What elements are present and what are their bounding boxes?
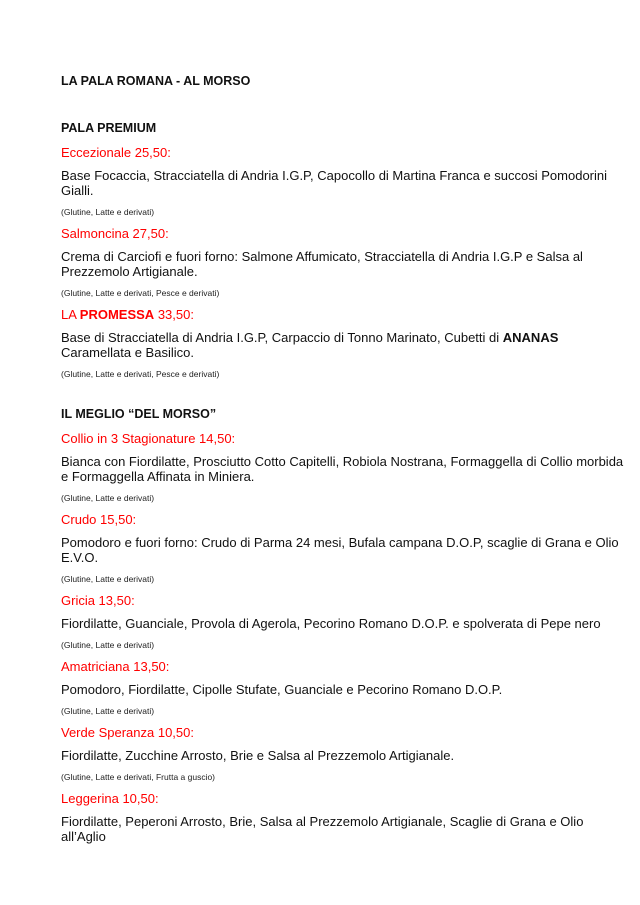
menu-item-name xyxy=(61,431,581,446)
text-span: Verde Speranza 10,50: xyxy=(61,725,194,740)
text-span: Base di Stracciatella di Andria I.G.P, Carpaccio di Tonno Marinato, Cubetti di xyxy=(61,330,503,345)
description-line xyxy=(61,748,581,763)
description-line xyxy=(61,249,581,264)
menu-item-description xyxy=(61,454,624,484)
description-line xyxy=(61,264,581,279)
text-span: Fiordilatte, Peperoni Arrosto, Brie, Salsa al Prezzemolo Artigianale, Scaglie di Grana e Olio xyxy=(61,814,584,829)
text-span: Crema di Carciofi e fuori forno: Salmone Affumicato, Stracciatella di Andria I.G.P e Salsa al xyxy=(61,249,583,264)
text-span: E.V.O. xyxy=(61,550,99,565)
description-line xyxy=(61,168,608,183)
description-line xyxy=(61,814,584,829)
menu-item-description xyxy=(61,682,581,697)
menu-item-description xyxy=(61,748,581,763)
menu-item-description xyxy=(61,814,584,844)
menu-document xyxy=(61,74,624,853)
description-line xyxy=(61,330,581,345)
description-line xyxy=(61,345,581,360)
menu-item-allergens: (Glutine, Latte e derivati, Pesce e derivati) xyxy=(61,369,220,379)
menu-item-name xyxy=(61,512,581,527)
text-span: Gricia 13,50: xyxy=(61,593,135,608)
menu-item-allergens: (Glutine, Latte e derivati) xyxy=(61,640,155,650)
description-line xyxy=(61,829,581,844)
text-span: all’Aglio xyxy=(61,829,106,844)
section-heading: IL MEGLIO “DEL MORSO” xyxy=(61,407,217,421)
menu-item-description xyxy=(61,168,608,198)
text-span: Leggerina 10,50: xyxy=(61,791,159,806)
text-span: Pomodoro e fuori forno: Crudo di Parma 24 mesi, Bufala campana D.O.P, scaglie di Grana e Olio xyxy=(61,535,619,550)
text-span: Salmoncina 27,50: xyxy=(61,226,169,241)
menu-item-name xyxy=(61,725,581,740)
menu-item-allergens: (Glutine, Latte e derivati, Frutta a guscio) xyxy=(61,772,216,782)
description-line xyxy=(61,469,581,484)
text-span: Eccezionale 25,50: xyxy=(61,145,171,160)
description-line xyxy=(61,183,581,198)
menu-item-description xyxy=(61,330,581,360)
menu-item-allergens: (Glutine, Latte e derivati) xyxy=(61,706,155,716)
description-line xyxy=(61,616,601,631)
menu-item-allergens: (Glutine, Latte e derivati, Pesce e derivati) xyxy=(61,288,220,298)
text-span: e Formaggella Affinata in Miniera. xyxy=(61,469,255,484)
menu-item-description xyxy=(61,249,581,279)
text-span: Fiordilatte, Guanciale, Provola di Agerola, Pecorino Romano D.O.P. e spolverata di Pepe nero xyxy=(61,616,601,631)
text-span: Prezzemolo Artigianale. xyxy=(61,264,198,279)
text-span: Pomodoro, Fiordilatte, Cipolle Stufate, Guanciale e Pecorino Romano D.O.P. xyxy=(61,682,503,697)
bold-text: ANANAS xyxy=(502,330,559,345)
text-span: Amatriciana 13,50: xyxy=(61,659,170,674)
menu-item-name xyxy=(61,593,581,608)
menu-item-name xyxy=(61,307,581,322)
description-line xyxy=(61,535,619,550)
menu-item-name xyxy=(61,791,581,806)
menu-sections xyxy=(61,121,624,844)
text-span: Bianca con Fiordilatte, Prosciutto Cotto Capitelli, Robiola Nostrana, Formaggella di Collio morbida xyxy=(61,454,624,469)
menu-item-allergens: (Glutine, Latte e derivati) xyxy=(61,493,155,503)
text-span: Base Focaccia, Stracciatella di Andria I.G.P, Capocollo di Martina Franca e succosi Pomodorini xyxy=(61,168,608,183)
menu-item-description xyxy=(61,535,619,565)
description-line xyxy=(61,454,624,469)
description-line xyxy=(61,550,581,565)
menu-item-description xyxy=(61,616,601,631)
text-span: Gialli. xyxy=(61,183,94,198)
menu-item-name xyxy=(61,145,581,160)
menu-item-name xyxy=(61,659,581,674)
bold-text: PROMESSA xyxy=(79,307,155,322)
menu-title: LA PALA ROMANA - AL MORSO xyxy=(61,74,251,88)
section-heading: PALA PREMIUM xyxy=(61,121,157,135)
text-span: Fiordilatte, Zucchine Arrosto, Brie e Salsa al Prezzemolo Artigianale. xyxy=(61,748,455,763)
menu-item-name xyxy=(61,226,581,241)
text-span: Caramellata e Basilico. xyxy=(61,345,194,360)
description-line xyxy=(61,682,581,697)
menu-item-allergens: (Glutine, Latte e derivati) xyxy=(61,207,155,217)
text-span: Collio in 3 Stagionature 14,50: xyxy=(61,431,236,446)
text-span: 33,50: xyxy=(154,307,194,322)
text-span: Crudo 15,50: xyxy=(61,512,137,527)
menu-item-allergens: (Glutine, Latte e derivati) xyxy=(61,574,155,584)
text-span: LA xyxy=(61,307,80,322)
